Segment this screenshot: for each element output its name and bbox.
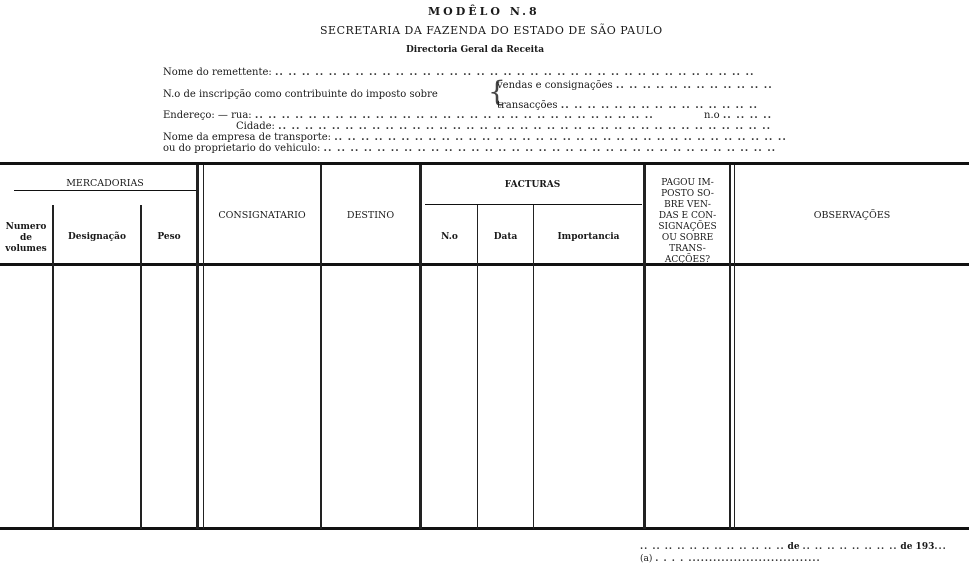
observacoes-header: OBSERVAÇÕES [813,210,891,221]
proprietario-label: ou do proprietario do vehiculo: [163,143,321,154]
endereco-label: Endereço: — rua: [163,110,252,121]
dotted-line: .. .. .. .. .. .. .. .. .. .. .. .. .. .. .. .. .. .. .. .. .. .. .. .. .. .. .. .. .. .. .. .. .. .. .. .. [274,67,755,78]
dotted-line: .. .. .. .. .. .. .. .. .. .. .. .. .. .. .. .. .. .. .. .. .. .. .. .. .. .. .. .. .. .. [254,110,654,121]
dotted-line: .. .. .. .. .. .. .. .. .. .. .. .. .. .. .. .. .. .. .. .. .. .. .. .. .. .. .. .. .. .. .. .. .. .. [323,143,777,154]
date-year-label: de 193 [900,542,935,552]
numero-volumes-header: Numero de volumes [5,222,47,254]
numero-label: n.o [704,110,720,121]
data-header: Data [493,232,518,242]
model-number: MODÊLO N.8 [428,5,540,18]
vendas-label: vendas e consignações [497,80,613,91]
col-divider [533,205,534,529]
cidade-label: Cidade: [236,121,275,132]
date-line[interactable]: .. .. .. .. .. .. .. .. .. .. .. .. de .. .. .. .. .. .. .. .. de 193... [640,542,947,552]
designacao-header: Designação [68,232,126,242]
dotted-line: .. .. .. .. [722,110,773,121]
signature-label: (a) [640,554,653,564]
col-divider [52,205,54,529]
vendas-field[interactable] [497,80,773,91]
mercadorias-header: MERCADORIAS [66,178,144,189]
empresa-label: Nome da empresa de transporte: [163,132,332,143]
col-divider [140,205,142,529]
brace-icon: { [488,75,506,108]
dotted-line: . . . . ................................ [655,554,821,564]
facturas-header: FACTURAS [504,180,561,190]
dotted-line: .. .. .. .. .. .. .. .. [802,542,898,552]
header-bottom-rule [0,263,969,266]
dotted-line: .. .. .. .. .. .. .. .. .. .. .. .. [615,80,773,91]
date-de-label: de [787,542,800,552]
numero-field[interactable] [704,110,772,121]
col-divider [419,165,422,529]
remettente-field[interactable] [163,67,754,78]
empresa-field[interactable] [163,132,787,143]
endereco-field[interactable] [163,110,654,121]
secretaria-title: SECRETARIA DA FAZENDA DO ESTADO DE SÃO PAULO [320,24,663,37]
cidade-field[interactable] [236,121,771,132]
consignatario-header: CONSIGNATARIO [218,210,306,221]
pagou-header: PAGOU IM- POSTO SO- BRE VEN- DAS E CON- SIGNAÇÕES OU SOBRE TRANS- ACÇÕES? [658,178,717,265]
dotted-line: .. .. .. .. .. .. .. .. .. .. .. .. [640,542,785,552]
importancia-header: Importancia [557,232,620,242]
dotted-line: .. .. .. .. .. .. .. .. .. .. .. .. .. .. .. .. .. .. .. .. .. .. .. .. .. .. .. .. .. .. .. .. .. .. .. .. .. [278,121,772,132]
col-divider [729,165,731,529]
dotted-line: .. .. .. .. .. .. .. .. .. .. .. .. .. .. .. [560,100,758,111]
no-header: N.o [441,232,458,242]
col-divider [196,165,199,529]
dotted-line: .. .. .. .. .. .. .. .. .. .. .. .. .. .. .. .. .. .. .. .. .. .. .. .. .. .. .. .. .. .. .. .. .. .. [334,132,787,143]
table-top-rule [0,162,969,165]
col-divider [477,205,478,529]
transaccoes-label: transacções [497,100,558,111]
peso-header: Peso [157,232,181,242]
signature-line[interactable] [640,554,821,564]
destino-header: DESTINO [346,210,395,221]
remettente-label: Nome do remettente: [163,67,272,78]
proprietario-field[interactable] [163,143,776,154]
inscricao-label: N.o de inscripção como contribuinte do imposto sobre [163,89,438,100]
directoria-title: Directoria Geral da Receita [406,45,545,55]
mercadorias-underline [14,190,196,191]
table-bottom-rule [0,527,969,530]
